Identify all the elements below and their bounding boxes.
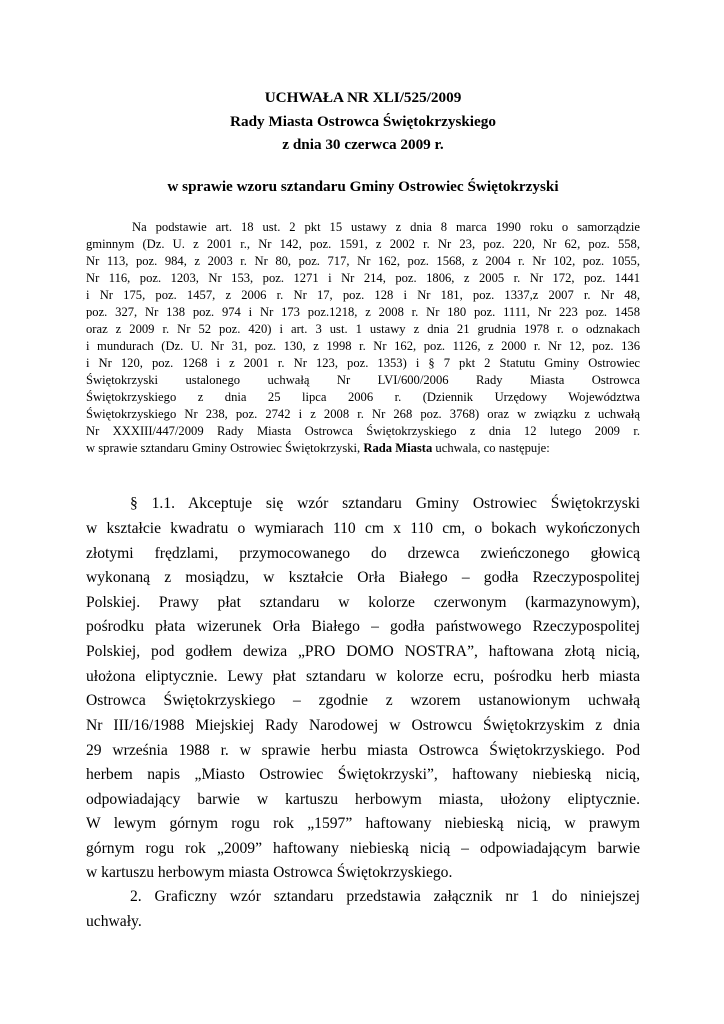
section-line: Polskiej, pod godłem dewiza „PRO DOMO NOSTRA”, haftowana złotą nicią, xyxy=(86,643,640,660)
section-line: 29 września 1988 r. w sprawie herbu miasta Ostrowca Świętokrzyskiego. Pod xyxy=(86,742,640,759)
preamble-line: Świętokrzyskiego Nr 238, poz. 2742 i z 2008 r. Nr 268 poz. 3768) oraz w związku z uchwałą xyxy=(86,407,640,421)
preamble-text: w sprawie sztandaru Gminy Ostrowiec Świętokrzyski, xyxy=(86,441,364,455)
preamble-line: Nr XXXIII/447/2009 Rady Miasta Ostrowca Świętokrzyskiego z dnia 12 lutego 2009 r. xyxy=(86,424,640,438)
section-line: Ostrowca Świętokrzyskiego – zgodnie z wzorem ustanowionym uchwałą xyxy=(86,692,640,709)
section-line: Nr III/16/1988 Miejskiej Rady Narodowej w Ostrowcu Świętokrzyskim z dnia xyxy=(86,717,640,734)
section-line: odpowiadający barwie w kartuszu herbowym miasta, ułożony eliptycznie. xyxy=(86,791,640,808)
section-line: górnym rogu rok „2009” haftowany niebieską nicią – odpowiadającym barwie xyxy=(86,840,640,857)
section-line: złotymi frędzlami, przymocowanego do drzewca zwieńczonego głowicą xyxy=(86,545,640,562)
council-bold-text: Rada Miasta xyxy=(363,441,433,455)
preamble-line: poz. 327, Nr 138 poz. 974 i Nr 173 poz.1218, z 2008 r. Nr 180 poz. 1111, Nr 223 poz. 1458 xyxy=(86,305,640,319)
preamble-line: Nr 113, poz. 984, z 2003 r. Nr 80, poz. 717, Nr 162, poz. 1568, z 2004 r. Nr 102, poz. 1055, xyxy=(86,254,640,268)
point-2-line: 2. Graficzny wzór sztandaru przedstawia załącznik nr 1 do niniejszej xyxy=(130,888,640,905)
section-line: § 1.1. Akceptuje się wzór sztandaru Gminy Ostrowiec Świętokrzyski xyxy=(130,495,640,512)
resolution-date: z dnia 30 czerwca 2009 r. xyxy=(282,136,444,153)
section-line: pośrodku płata wizerunek Orła Białego – godła państwowego Rzeczypospolitej xyxy=(86,618,640,635)
point-2-line: uchwały. xyxy=(86,913,142,930)
section-line: w kartuszu herbowym miasta Ostrowca Świętokrzyskiego. xyxy=(86,864,453,881)
preamble-line: Na podstawie art. 18 ust. 2 pkt 15 ustawy z dnia 8 marca 1990 roku o samorządzie xyxy=(132,220,640,234)
preamble-text: uchwala, co następuje: xyxy=(432,441,550,455)
section-line: w kształcie kwadratu o wymiarach 110 cm x 110 cm, o bokach wykończonych xyxy=(86,520,640,537)
preamble-line: Świętokrzyski ustalonego uchwałą Nr LVI/600/2006 Rady Miasta Ostrowca xyxy=(86,373,640,387)
section-line: herbem napis „Miasto Ostrowiec Świętokrzyski”, haftowany niebieską nicią, xyxy=(86,766,640,783)
resolution-subject: w sprawie wzoru sztandaru Gminy Ostrowiec Świętokrzyski xyxy=(167,178,559,195)
preamble-last-line xyxy=(86,440,550,456)
preamble-line: i mundurach (Dz. U. Nr 31, poz. 130, z 1998 r. Nr 162, poz. 1126, z 2000 r. Nr 12, poz. 136 xyxy=(86,339,640,353)
section-line: ułożona eliptycznie. Lewy płat sztandaru w kolorze ecru, pośrodku herb miasta xyxy=(86,668,640,685)
preamble-line: oraz z 2009 r. Nr 52 poz. 420) i art. 3 ust. 1 ustawy z dnia 21 grudnia 1978 r. o odznakach xyxy=(86,322,640,336)
preamble-line: Świętokrzyskiego z dnia 25 lipca 2006 r. (Dziennik Urzędowy Województwa xyxy=(86,390,640,404)
preamble-line: i Nr 120, poz. 1268 i z 2001 r. Nr 123, poz. 1353) i § 7 pkt 2 Statutu Gminy Ostrowiec xyxy=(86,356,640,370)
resolution-number: UCHWAŁA NR XLI/525/2009 xyxy=(264,89,462,106)
section-line: wykonaną z mosiądzu, w kształcie Orła Białego – godła Rzeczypospolitej xyxy=(86,569,640,586)
preamble-line: gminnym (Dz. U. z 2001 r., Nr 142, poz. 1591, z 2002 r. Nr 23, poz. 220, Nr 62, poz. 558, xyxy=(86,237,640,251)
council-name: Rady Miasta Ostrowca Świętokrzyskiego xyxy=(230,113,496,130)
section-line: W lewym górnym rogu rok „1597” haftowany niebieską nicią, w prawym xyxy=(86,815,640,832)
section-line: Polskiej. Prawy płat sztandaru w kolorze czerwonym (karmazynowym), xyxy=(86,594,640,611)
preamble-line: Nr 116, poz. 1203, Nr 153, poz. 1271 i Nr 214, poz. 1806, z 2005 r. Nr 172, poz. 1441 xyxy=(86,271,640,285)
preamble-line: i Nr 175, poz. 1457, z 2006 r. Nr 17, poz. 128 i Nr 181, poz. 1337,z 2007 r. Nr 48, xyxy=(86,288,640,302)
